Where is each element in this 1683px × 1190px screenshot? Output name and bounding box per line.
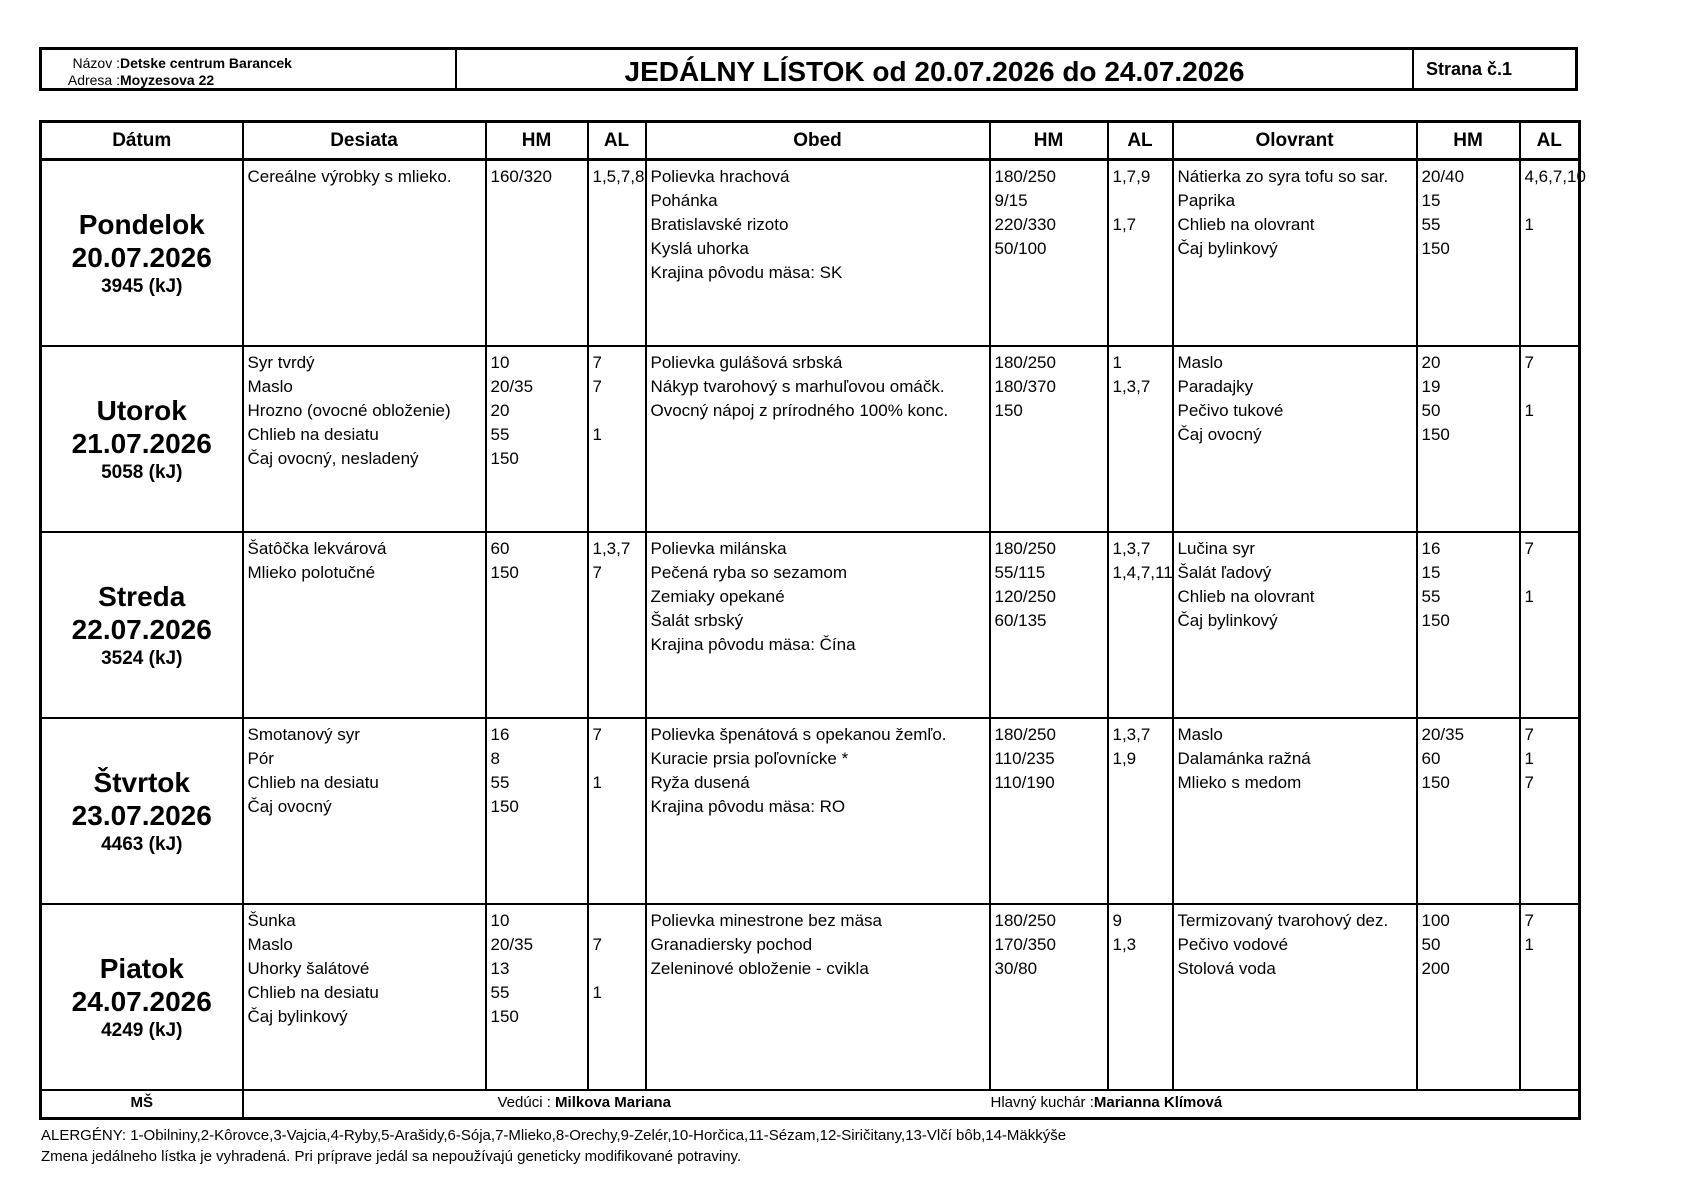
obed-al: 1,9	[1112, 749, 1137, 768]
desiata-cell	[243, 346, 486, 532]
desiata-hm: 10	[490, 911, 510, 930]
obed-al	[1113, 771, 1168, 795]
olovrant-item: Šalát ľadový	[1177, 563, 1272, 582]
olovrant-hm: 200	[1421, 959, 1450, 978]
desiata-al: 1,3,7	[592, 539, 631, 558]
obed-item: Krajina pôvodu mäsa: RO	[650, 797, 846, 816]
olovrant-hm-cell	[1417, 532, 1520, 718]
olovrant-item: Lučina syr	[1177, 539, 1255, 558]
desiata-item: Šatôčka lekvárová	[247, 539, 387, 558]
olovrant-item: Chlieb na olovrant	[1177, 215, 1315, 234]
desiata-cell	[243, 904, 486, 1090]
olovrant-cell	[1173, 904, 1417, 1090]
desiata-item: Syr tvrdý	[247, 353, 315, 372]
day-row	[41, 904, 1580, 1090]
obed-item: Granadiersky pochod	[650, 935, 813, 954]
page-title: JEDÁLNY LÍSTOK od 20.07.2026 do 24.07.2026	[457, 50, 1414, 88]
desiata-item: Čaj ovocný, nesladený	[247, 449, 419, 468]
olovrant-item: Čaj ovocný	[1177, 425, 1262, 444]
olovrant-cell	[1173, 160, 1417, 347]
day-date: 21.07.2026	[71, 427, 212, 459]
obed-hm: 120/250	[994, 587, 1056, 606]
obed-hm: 220/330	[994, 215, 1056, 234]
desiata-hm-cell	[486, 718, 588, 904]
desiata-item: Čaj bylinkový	[247, 1007, 348, 1026]
desiata-cell	[243, 160, 486, 347]
desiata-al: 1	[592, 425, 602, 444]
obed-al-cell	[1108, 160, 1173, 347]
obed-item: Polievka špenátová s opekanou žemľo.	[650, 725, 947, 744]
col-header-obed-al: AL	[1108, 122, 1173, 160]
obed-hm	[995, 795, 1103, 819]
olovrant-hm: 60	[1421, 749, 1441, 768]
obed-al: 1,3,7	[1112, 725, 1151, 744]
olovrant-al-cell	[1520, 532, 1580, 718]
obed-item: Šalát srbský	[650, 611, 744, 630]
allergen-legend: ALERGÉNY: 1-Obilniny,2-Kôrovce,3-Vajcia,4-Ryby,5-Arašidy,6-Sója,7-Mlieko,8-Orechy,9-Zelér,10-Horčica,11-Sézam,12-Siričitany,13-Vlčí bôb,14-Mäkkýše	[41, 1127, 1067, 1144]
day-name: Štvrtok	[93, 766, 190, 798]
obed-al-cell	[1108, 904, 1173, 1090]
desiata-al: 7	[592, 377, 602, 396]
col-header-desiata-al: AL	[588, 122, 646, 160]
notes	[41, 1125, 1066, 1167]
obed-cell	[646, 346, 990, 532]
obed-hm: 55/115	[994, 563, 1046, 582]
desiata-hm: 20/35	[490, 935, 534, 954]
olovrant-al-cell	[1520, 904, 1580, 1090]
col-header-obed: Obed	[646, 122, 990, 160]
obed-al	[1113, 795, 1168, 819]
desiata-al	[593, 957, 641, 981]
day-date: 23.07.2026	[71, 799, 212, 831]
obed-hm: 150	[994, 401, 1023, 420]
obed-item: Kuracie prsia poľovnícke *	[650, 749, 849, 768]
col-header-date: Dátum	[41, 122, 243, 160]
obed-item: Polievka gulášová srbská	[650, 353, 843, 372]
obed-cell	[646, 532, 990, 718]
manager-name: Milkova Mariana	[555, 1094, 671, 1111]
obed-item: Nákyp tvarohový s marhuľovou omáčk.	[650, 377, 945, 396]
desiata-cell	[243, 718, 486, 904]
obed-hm: 110/190	[994, 773, 1055, 792]
desiata-hm-cell	[486, 346, 588, 532]
obed-al: 1,3,7	[1112, 539, 1151, 558]
desiata-hm: 10	[490, 353, 510, 372]
desiata-item: Uhorky šalátové	[247, 959, 370, 978]
day-row	[41, 718, 1580, 904]
olovrant-item: Čaj bylinkový	[1177, 239, 1278, 258]
olovrant-item: Paradajky	[1177, 377, 1254, 396]
desiata-hm-cell	[486, 904, 588, 1090]
desiata-hm-cell	[486, 160, 588, 347]
olovrant-item: Mlieko s medom	[1177, 773, 1302, 792]
olovrant-item: Stolová voda	[1177, 959, 1276, 978]
obed-item: Kyslá uhorka	[650, 239, 749, 258]
desiata-item: Maslo	[247, 377, 293, 396]
date-cell	[41, 346, 243, 532]
olovrant-item: Maslo	[1177, 353, 1223, 372]
desiata-item: Čaj ovocný	[247, 797, 332, 816]
col-header-olovrant-hm: HM	[1417, 122, 1520, 160]
obed-hm-cell	[990, 346, 1108, 532]
olovrant-hm: 20/40	[1421, 167, 1465, 186]
obed-hm: 9/15	[994, 191, 1028, 210]
obed-al: 1,3	[1112, 935, 1137, 954]
day-row	[41, 160, 1580, 347]
olovrant-al	[1525, 609, 1575, 633]
olovrant-hm-cell	[1417, 718, 1520, 904]
desiata-item: Pór	[247, 749, 274, 768]
obed-hm: 180/250	[994, 725, 1056, 744]
obed-item: Pečená ryba so sezamom	[650, 563, 848, 582]
desiata-hm: 160/320	[490, 167, 552, 186]
olovrant-al-cell	[1520, 718, 1580, 904]
olovrant-hm-cell	[1417, 160, 1520, 347]
obed-hm: 60/135	[994, 611, 1047, 630]
desiata-item: Chlieb na desiatu	[247, 983, 379, 1002]
facility-address: Moyzesova 22	[120, 72, 215, 88]
olovrant-cell	[1173, 346, 1417, 532]
olovrant-hm-cell	[1417, 346, 1520, 532]
desiata-hm: 8	[490, 749, 500, 768]
olovrant-al	[1525, 237, 1575, 261]
obed-cell	[646, 718, 990, 904]
day-energy: 5058 (kJ)	[101, 461, 183, 483]
olovrant-hm: 19	[1421, 377, 1441, 396]
obed-hm: 170/350	[994, 935, 1056, 954]
table-header-row	[41, 122, 1580, 160]
desiata-al-cell	[588, 904, 646, 1090]
desiata-al: 7	[592, 725, 602, 744]
day-name: Pondelok	[78, 208, 205, 240]
obed-al: 1,3,7	[1112, 377, 1151, 396]
olovrant-al: 4,6,7,10	[1524, 167, 1586, 186]
olovrant-hm: 50	[1421, 935, 1441, 954]
date-cell	[41, 718, 243, 904]
olovrant-al: 1	[1524, 215, 1534, 234]
desiata-al: 1	[592, 773, 602, 792]
manager-label: Vedúci :	[497, 1094, 551, 1111]
olovrant-hm: 16	[1421, 539, 1441, 558]
day-energy: 3945 (kJ)	[101, 275, 183, 297]
obed-item: Polievka hrachová	[650, 167, 790, 186]
desiata-item: Mlieko polotučné	[247, 563, 376, 582]
menu-table	[39, 120, 1586, 1120]
olovrant-hm-cell	[1417, 904, 1520, 1090]
desiata-hm-cell	[486, 532, 588, 718]
olovrant-hm: 50	[1421, 401, 1441, 420]
obed-hm: 180/250	[994, 539, 1056, 558]
obed-hm: 110/235	[994, 749, 1055, 768]
olovrant-item: Maslo	[1177, 725, 1223, 744]
olovrant-al: 7	[1524, 911, 1534, 930]
olovrant-al: 7	[1524, 539, 1534, 558]
obed-hm-cell	[990, 160, 1108, 347]
desiata-al	[593, 447, 641, 471]
desiata-cell	[243, 532, 486, 718]
desiata-al	[593, 795, 641, 819]
obed-al: 1	[1112, 353, 1122, 372]
obed-item: Polievka milánska	[650, 539, 787, 558]
obed-al	[1113, 957, 1168, 981]
obed-hm: 180/250	[994, 911, 1056, 930]
olovrant-al	[1525, 957, 1575, 981]
obed-hm-cell	[990, 718, 1108, 904]
date-cell	[41, 160, 243, 347]
date-cell	[41, 904, 243, 1090]
obed-al	[1113, 189, 1168, 213]
desiata-hm: 55	[490, 425, 510, 444]
olovrant-al-cell	[1520, 346, 1580, 532]
obed-item: Ovocný nápoj z prírodného 100% konc.	[650, 401, 949, 420]
obed-al	[1113, 399, 1168, 423]
olovrant-hm: 55	[1421, 215, 1441, 234]
olovrant-hm: 150	[1421, 611, 1450, 630]
olovrant-al: 7	[1524, 773, 1534, 792]
obed-hm	[995, 633, 1103, 657]
signature-cell	[243, 1090, 1580, 1119]
desiata-hm: 60	[490, 539, 510, 558]
obed-hm: 180/250	[994, 167, 1056, 186]
obed-al: 1,7	[1112, 215, 1137, 234]
manager	[498, 1093, 671, 1113]
obed-al: 1,4,7,11	[1112, 563, 1173, 582]
desiata-al: 1,5,7,8	[592, 167, 645, 186]
day-energy: 3524 (kJ)	[101, 647, 183, 669]
olovrant-al: 1	[1524, 935, 1534, 954]
olovrant-hm: 100	[1421, 911, 1450, 930]
olovrant-cell	[1173, 532, 1417, 718]
chef	[991, 1093, 1223, 1113]
desiata-hm: 20/35	[490, 377, 534, 396]
day-name: Streda	[98, 580, 186, 612]
desiata-hm: 13	[490, 959, 510, 978]
desiata-item: Cereálne výrobky s mlieko.	[247, 167, 452, 186]
day-row	[41, 532, 1580, 718]
obed-cell	[646, 904, 990, 1090]
disclaimer: Zmena jedálneho lístka je vyhradená. Pri príprave jedál sa nepoužívajú geneticky modifikované potraviny.	[41, 1148, 742, 1165]
olovrant-cell	[1173, 718, 1417, 904]
obed-item: Zeleninové obloženie - cvikla	[650, 959, 869, 978]
desiata-hm: 150	[490, 563, 519, 582]
olovrant-al: 1	[1524, 749, 1534, 768]
obed-al	[1113, 261, 1168, 285]
facility-name: Detske centrum Barancek	[120, 55, 292, 71]
desiata-hm: 16	[490, 725, 510, 744]
desiata-hm: 150	[490, 1007, 519, 1026]
page-number: Strana č.1	[1426, 59, 1513, 79]
signature-row	[41, 1090, 1580, 1119]
olovrant-item: Dalamánka ražná	[1177, 749, 1311, 768]
olovrant-item: Nátierka zo syra tofu so sar.	[1177, 167, 1389, 186]
desiata-hm: 150	[490, 449, 519, 468]
day-date: 24.07.2026	[71, 985, 212, 1017]
obed-al-cell	[1108, 718, 1173, 904]
obed-al: 9	[1112, 911, 1122, 930]
chef-name: Marianna Klímová	[1093, 1094, 1223, 1111]
olovrant-item: Paprika	[1177, 191, 1236, 210]
olovrant-item: Termizovaný tvarohový dez.	[1177, 911, 1389, 930]
day-name: Piatok	[99, 952, 184, 984]
header-box	[39, 47, 1578, 91]
desiata-item: Hrozno (ovocné obloženie)	[247, 401, 451, 420]
desiata-item: Chlieb na desiatu	[247, 425, 379, 444]
olovrant-item: Chlieb na olovrant	[1177, 587, 1315, 606]
desiata-al	[593, 747, 641, 771]
olovrant-al	[1525, 561, 1575, 585]
desiata-al-cell	[588, 532, 646, 718]
date-cell	[41, 532, 243, 718]
olovrant-hm: 150	[1421, 773, 1450, 792]
desiata-al: 7	[592, 563, 602, 582]
desiata-hm: 20	[490, 401, 510, 420]
obed-item: Bratislavské rizoto	[650, 215, 789, 234]
olovrant-al-cell	[1520, 160, 1586, 347]
obed-item: Krajina pôvodu mäsa: SK	[650, 263, 843, 282]
col-header-desiata: Desiata	[243, 122, 486, 160]
obed-al	[1113, 633, 1168, 657]
olovrant-al: 7	[1524, 353, 1534, 372]
day-date: 22.07.2026	[71, 613, 212, 645]
obed-al-cell	[1108, 532, 1173, 718]
facility-info	[42, 50, 457, 88]
desiata-al-cell	[588, 346, 646, 532]
obed-hm: 30/80	[994, 959, 1038, 978]
name-label: Názov :	[72, 55, 120, 71]
col-header-obed-hm: HM	[990, 122, 1108, 160]
obed-hm: 50/100	[994, 239, 1047, 258]
olovrant-hm: 20	[1421, 353, 1441, 372]
olovrant-al: 7	[1524, 725, 1534, 744]
obed-al: 1,7,9	[1112, 167, 1151, 186]
olovrant-item: Pečivo tukové	[1177, 401, 1284, 420]
olovrant-hm: 15	[1421, 191, 1441, 210]
obed-al	[1113, 585, 1168, 609]
olovrant-hm: 15	[1421, 563, 1441, 582]
chef-label: Hlavný kuchár :	[990, 1094, 1094, 1111]
day-name: Utorok	[96, 394, 187, 426]
olovrant-al	[1525, 423, 1575, 447]
col-header-desiata-hm: HM	[486, 122, 588, 160]
olovrant-hm: 150	[1421, 239, 1450, 258]
col-header-olovrant: Olovrant	[1173, 122, 1417, 160]
obed-al	[1113, 609, 1168, 633]
olovrant-hm: 150	[1421, 425, 1450, 444]
desiata-al: 1	[592, 983, 602, 1002]
desiata-al	[593, 399, 641, 423]
desiata-hm: 55	[490, 773, 510, 792]
obed-item: Zemiaky opekané	[650, 587, 785, 606]
obed-hm: 180/370	[994, 377, 1056, 396]
day-date: 20.07.2026	[71, 241, 212, 273]
col-header-olovrant-al: AL	[1520, 122, 1580, 160]
day-row	[41, 346, 1580, 532]
desiata-al	[593, 1005, 641, 1029]
desiata-hm: 55	[490, 983, 510, 1002]
desiata-hm: 150	[490, 797, 519, 816]
olovrant-al: 1	[1524, 401, 1534, 420]
desiata-al-cell	[588, 718, 646, 904]
obed-cell	[646, 160, 990, 347]
ms-label: MŠ	[41, 1090, 243, 1119]
address-label: Adresa :	[67, 72, 120, 88]
day-energy: 4249 (kJ)	[101, 1019, 183, 1041]
obed-al	[1113, 237, 1168, 261]
obed-item: Pohánka	[650, 191, 718, 210]
olovrant-al: 1	[1524, 587, 1534, 606]
obed-hm	[995, 261, 1103, 285]
olovrant-item: Čaj bylinkový	[1177, 611, 1278, 630]
olovrant-hm: 55	[1421, 587, 1441, 606]
obed-item: Krajina pôvodu mäsa: Čína	[650, 635, 856, 654]
day-energy: 4463 (kJ)	[101, 833, 183, 855]
obed-hm: 180/250	[994, 353, 1056, 372]
olovrant-item: Pečivo vodové	[1177, 935, 1289, 954]
obed-hm-cell	[990, 532, 1108, 718]
desiata-item: Maslo	[247, 935, 293, 954]
obed-al-cell	[1108, 346, 1173, 532]
menu-body	[41, 160, 1586, 1091]
olovrant-al	[1525, 375, 1575, 399]
obed-item: Ryža dusená	[650, 773, 750, 792]
olovrant-hm: 20/35	[1421, 725, 1465, 744]
obed-item: Polievka minestrone bez mäsa	[650, 911, 883, 930]
desiata-al-cell	[588, 160, 646, 347]
desiata-al: 7	[592, 353, 602, 372]
desiata-al: 7	[592, 935, 602, 954]
obed-hm-cell	[990, 904, 1108, 1090]
olovrant-al	[1525, 189, 1575, 213]
desiata-item: Smotanový syr	[247, 725, 360, 744]
desiata-item: Chlieb na desiatu	[247, 773, 379, 792]
desiata-al	[593, 909, 641, 933]
desiata-item: Šunka	[247, 911, 296, 930]
